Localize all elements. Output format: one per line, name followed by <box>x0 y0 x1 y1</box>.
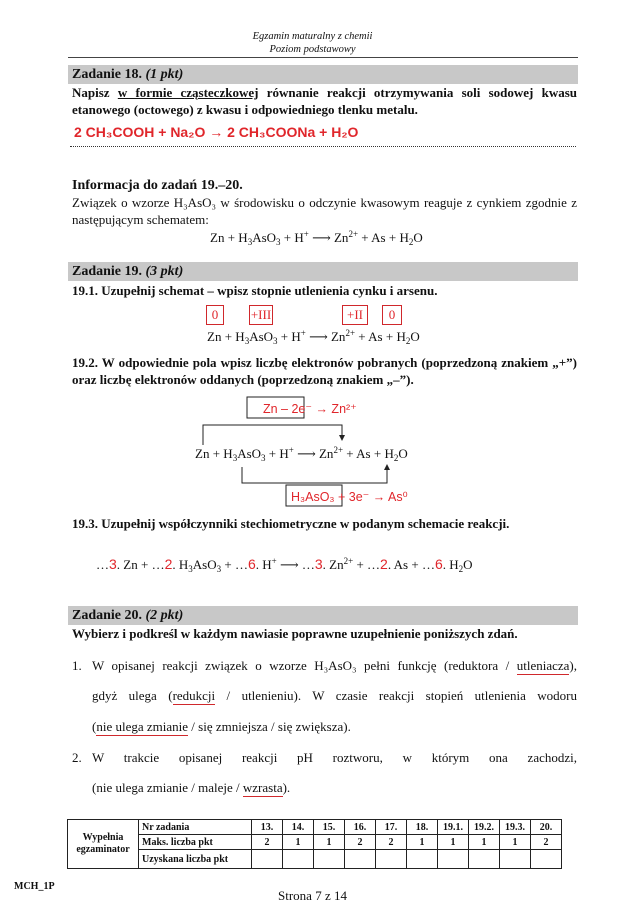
task20-instruction: Wybierz i podkreśl w każdym nawiasie poprawne uzupełnienie poniższych zdań. <box>72 626 518 641</box>
coeff-as: 2 <box>380 556 388 572</box>
scheme-19-2: $Zn + H_3AsO_3 + H^+$ ⟶ $Zn^{2+} + As + H_2O$ <box>195 445 408 463</box>
score-cell[interactable] <box>438 850 469 869</box>
score-cell[interactable] <box>376 850 407 869</box>
item1-line2: gdyż ulega (redukcji / utlenieniu). W czasie reakcji stopień utlenienia wodoru <box>92 688 577 703</box>
info-text: Związek o wzorze H₃AsO₃ w środowisku o odczynie kwasowym reaguje z cynkiem zgodnie z następującym schematem: <box>72 195 577 227</box>
info-title: Informacja do zadań 19.–20. <box>72 178 243 193</box>
item2-line2: (nie ulega zmianie / maleje / wzrasta). <box>92 780 291 795</box>
answer-line <box>70 146 576 147</box>
examiner-label: Wypełnia egzaminator <box>68 820 139 869</box>
selected-wzrasta: wzrasta <box>242 780 283 795</box>
q19-3-text: 19.3. Uzupełnij współczynniki stechiometryczne w podanym schemacie reakcji. <box>72 516 510 531</box>
row-obtained-points: Uzyskana liczba pkt <box>139 850 252 869</box>
connector-bottom <box>242 467 387 483</box>
task18-instruction: Napisz w formie cząsteczkowej równanie reakcji otrzymywania soli sodowej kwasu etanowego (octowego) z kwasu i odpowiedniego tlenku metalu. <box>72 85 578 117</box>
item2-number: 2. <box>72 750 82 765</box>
item1-line3: (nie ulega zmianie / się zmniejsza / się zwiększa). <box>92 719 351 734</box>
row-task-number: Nr zadania <box>139 820 252 835</box>
selected-redukcji: redukcji <box>172 688 216 703</box>
coeff-hplus: 6 <box>247 556 256 572</box>
q19-1-box-as: +III <box>249 305 273 325</box>
q19-1-box-as0: 0 <box>382 305 402 325</box>
item1-line1: W opisanej reakcji związek o wzorze H₃AsO₃ pełni funkcję (reduktora / utleniacza), <box>92 658 578 673</box>
score-cell[interactable] <box>283 850 314 869</box>
score-cell[interactable] <box>500 850 531 869</box>
item2-line1: W trakcie opisanej reakcji pH roztworu, w którym ona zachodzi, <box>92 750 577 765</box>
q19-2-bottom-answer: H₃AsO₃ + 3e⁻ → As⁰ <box>291 490 408 504</box>
reaction-scheme: $Zn + H_3AsO_3 + H^+$ ⟶ $Zn^{2+} + As + H_2O$ <box>210 229 423 247</box>
selected-nie-ulega-zmianie: nie ulega zmianie <box>96 719 189 734</box>
task18-answer: 2 CH₃COOH + Na₂O → 2 CH₃COONa + H₂O <box>74 124 359 140</box>
coeff-zn: 3 <box>109 556 117 572</box>
exam-title: Egzamin maturalny z chemii <box>252 31 373 42</box>
q19-1-box-zn2: +II <box>342 305 368 325</box>
exam-level: Poziom podstawowy <box>269 44 356 55</box>
score-cell[interactable] <box>469 850 500 869</box>
q19-2-top-answer: Zn – 2e⁻ → Zn²⁺ <box>263 402 357 416</box>
row-max-points: Maks. liczba pkt <box>139 835 252 850</box>
exam-code: MCH_1P <box>14 881 55 892</box>
task19-points: (3 pkt) <box>145 264 184 279</box>
score-cell[interactable] <box>345 850 376 869</box>
task19-title: Zadanie 19. (3 pkt) <box>72 264 184 279</box>
task20-points: (2 pkt) <box>145 608 184 623</box>
q19-2-text: 19.2. W odpowiednie pola wpisz liczbę elektronów pobranych (poprzedzoną znakiem „+”) oraz liczbę elektronów oddanych (poprzedzoną znakiem „–”). <box>72 355 577 387</box>
score-cell[interactable] <box>314 850 345 869</box>
coeff-h2o: 6 <box>434 556 443 572</box>
coeff-h3aso3: 2 <box>164 556 173 572</box>
coeff-zn2: 3 <box>314 556 323 572</box>
header-divider <box>68 57 578 58</box>
item1-number: 1. <box>72 658 82 673</box>
score-cell[interactable] <box>531 850 562 869</box>
score-cell[interactable] <box>252 850 283 869</box>
scheme-19-3: …3. Zn + …2. $H_3AsO_3$ + …6. H+ ⟶ …3. $Zn^{2+}$ + …2. As + …6. $H_2O$ <box>96 556 473 574</box>
score-table: Wypełnia egzaminator Nr zadania 13. 14. 15. 16. 17. 18. 19.1. 19.2. 19.3. 20. Maks. liczba pkt 2 1 1 2 2 1 1 1 1 2 Uzyskana liczba pkt <box>67 819 562 869</box>
page-number: Strona 7 z 14 <box>278 888 347 903</box>
q19-1-text: 19.1. Uzupełnij schemat – wpisz stopnie utlenienia cynku i arsenu. <box>72 283 438 298</box>
task20-title: Zadanie 20. (2 pkt) <box>72 608 184 623</box>
task18-title: Zadanie 18. (1 pkt) <box>72 67 184 82</box>
selected-utleniacza: utleniacza <box>516 658 570 673</box>
q19-1-box-zn: 0 <box>206 305 224 325</box>
score-cell[interactable] <box>407 850 438 869</box>
task18-points: (1 pkt) <box>145 67 184 82</box>
scheme-19-1: $Zn + H_3AsO_3 + H^+$ ⟶ $Zn^{2+} + As + H_2O$ <box>207 328 420 346</box>
connector-top <box>203 425 342 445</box>
